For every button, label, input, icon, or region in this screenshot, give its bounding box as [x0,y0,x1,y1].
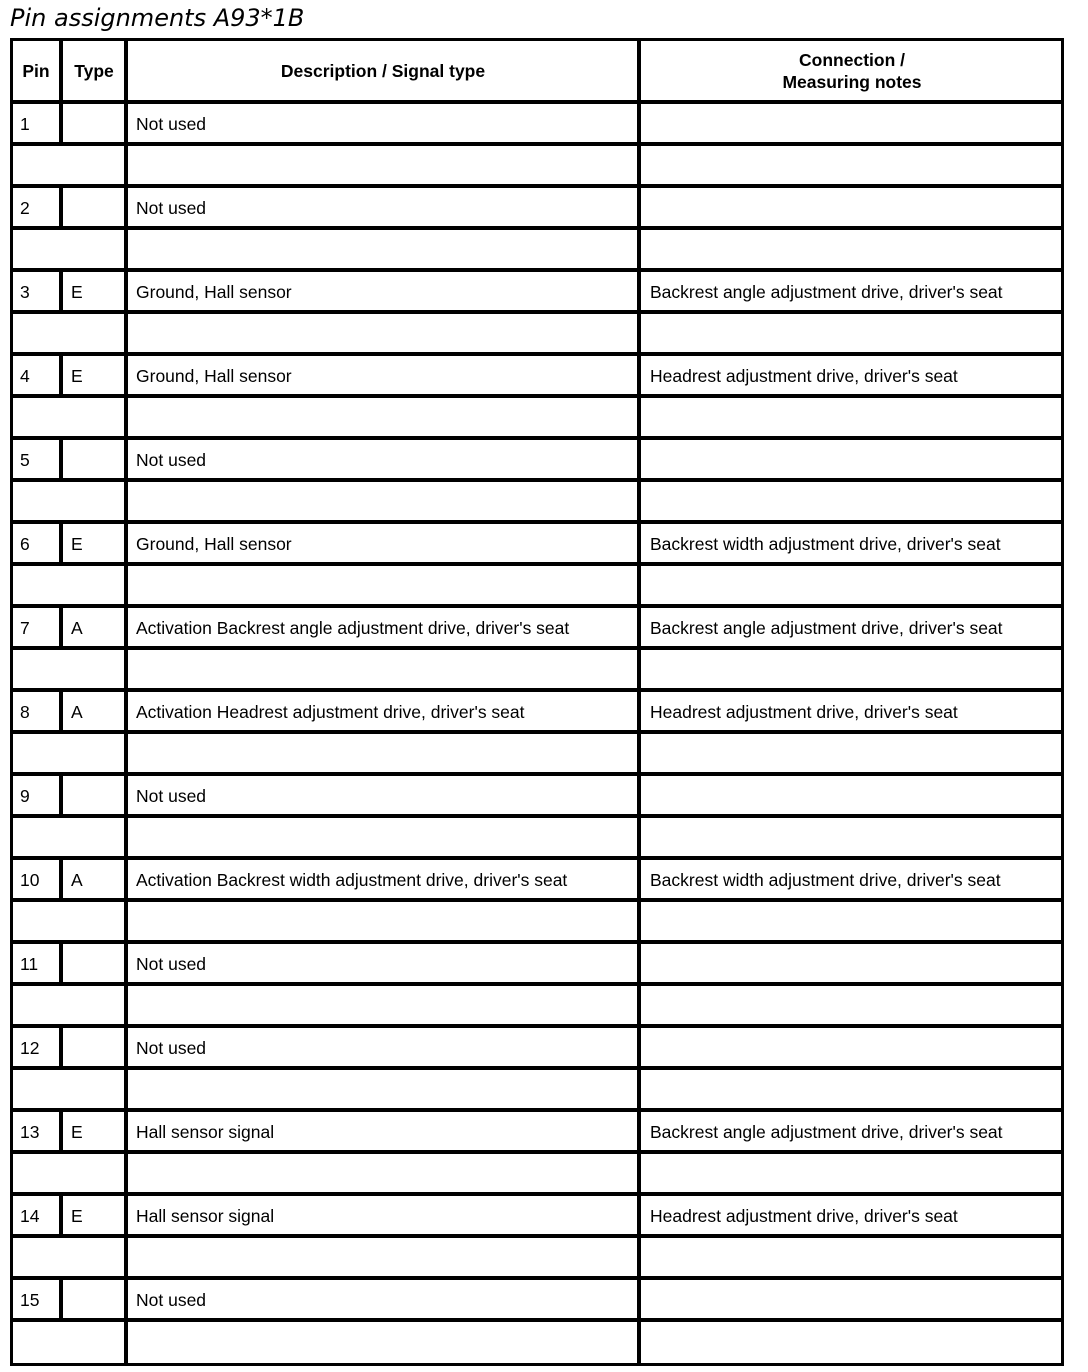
column-divider [637,902,641,944]
header-connection-line1: Connection / [799,50,905,70]
description-cell: Hall sensor signal [136,1122,275,1142]
column-divider [59,104,63,146]
row-divider [10,730,1064,734]
column-divider [59,524,63,566]
connection-cell: Headrest adjustment drive, driver's seat [650,702,958,722]
row-divider [10,352,1064,356]
column-divider [637,860,641,902]
row-divider [10,1066,1064,1070]
type-cell: A [71,618,83,638]
column-divider [637,1112,641,1154]
description-cell: Hall sensor signal [136,1206,275,1226]
description-cell: Ground, Hall sensor [136,282,292,302]
column-divider [637,1154,641,1196]
column-divider [637,398,641,440]
row-divider [10,1318,1064,1322]
column-divider [124,734,128,776]
header-pin: Pin [22,61,50,81]
column-divider [124,524,128,566]
header-column-divider [59,38,63,104]
column-divider [124,104,128,146]
pin-cell: 12 [20,1038,40,1058]
column-divider [59,608,63,650]
description-cell: Ground, Hall sensor [136,366,292,386]
column-divider [124,188,128,230]
column-divider [124,1280,128,1322]
column-divider [637,818,641,860]
column-divider [124,1070,128,1112]
header-column-divider [637,38,641,104]
header-column-divider [124,38,128,104]
column-divider [637,356,641,398]
column-divider [124,1154,128,1196]
column-divider [124,776,128,818]
description-cell: Activation Headrest adjustment drive, driver's seat [136,702,525,722]
row-divider [10,898,1064,902]
pin-cell: 5 [20,450,30,470]
connection-cell: Backrest width adjustment drive, driver's seat [650,870,1001,890]
row-divider [10,604,1064,608]
column-divider [59,860,63,902]
column-divider [124,608,128,650]
description-cell: Not used [136,114,207,134]
column-divider [637,692,641,734]
description-cell: Not used [136,450,207,470]
pin-cell: 10 [20,870,40,890]
column-divider [124,860,128,902]
column-divider [637,482,641,524]
column-divider [124,1028,128,1070]
description-cell: Activation Backrest angle adjustment drive, driver's seat [136,618,570,638]
column-divider [124,1322,128,1364]
column-divider [637,566,641,608]
column-divider [59,776,63,818]
column-divider [637,104,641,146]
pin-cell: 4 [20,366,30,386]
column-divider [124,902,128,944]
column-divider [637,1028,641,1070]
type-cell: E [71,366,83,386]
type-cell: E [71,1122,83,1142]
description-cell: Not used [136,954,207,974]
column-divider [124,818,128,860]
pin-cell: 11 [20,954,39,974]
description-cell: Not used [136,198,207,218]
row-divider [10,940,1064,944]
connection-cell: Backrest angle adjustment drive, driver's seat [650,1122,1003,1142]
connection-cell: Backrest width adjustment drive, driver's seat [650,534,1001,554]
pin-cell: 8 [20,702,30,722]
column-divider [637,524,641,566]
row-divider [10,1108,1064,1112]
pin-cell: 1 [20,114,30,134]
column-divider [59,356,63,398]
row-divider [10,478,1064,482]
column-divider [637,146,641,188]
column-divider [637,944,641,986]
column-divider [59,1028,63,1070]
type-cell: A [71,702,83,722]
pin-assignment-table [10,38,1064,1366]
column-divider [59,1112,63,1154]
column-divider [124,1196,128,1238]
pin-cell: 7 [20,618,30,638]
row-divider [10,856,1064,860]
column-divider [637,650,641,692]
row-divider [10,646,1064,650]
header-divider [10,100,1064,104]
column-divider [637,1238,641,1280]
column-divider [124,692,128,734]
column-divider [59,1196,63,1238]
column-divider [637,272,641,314]
column-divider [124,314,128,356]
row-divider [10,520,1064,524]
type-cell: E [71,282,83,302]
description-cell: Not used [136,1038,207,1058]
column-divider [637,734,641,776]
column-divider [124,1238,128,1280]
connection-cell: Backrest angle adjustment drive, driver's seat [650,618,1003,638]
column-divider [59,188,63,230]
row-divider [10,436,1064,440]
pin-cell: 14 [20,1206,40,1226]
row-divider [10,814,1064,818]
column-divider [637,314,641,356]
row-divider [10,268,1064,272]
description-cell: Not used [136,786,207,806]
connection-cell: Headrest adjustment drive, driver's seat [650,1206,958,1226]
type-cell: A [71,870,83,890]
connection-cell: Headrest adjustment drive, driver's seat [650,366,958,386]
pin-cell: 15 [20,1290,40,1310]
column-divider [637,1322,641,1364]
column-divider [637,1280,641,1322]
column-divider [124,986,128,1028]
row-divider [10,1192,1064,1196]
column-divider [59,1280,63,1322]
column-divider [637,608,641,650]
row-divider [10,688,1064,692]
pin-cell: 3 [20,282,30,302]
column-divider [637,440,641,482]
description-cell: Ground, Hall sensor [136,534,292,554]
column-divider [124,650,128,692]
column-divider [124,398,128,440]
row-divider [10,1234,1064,1238]
column-divider [637,986,641,1028]
column-divider [637,1196,641,1238]
type-cell: E [71,1206,83,1226]
column-divider [124,440,128,482]
type-cell: E [71,534,83,554]
pin-cell: 13 [20,1122,40,1142]
row-divider [10,982,1064,986]
column-divider [124,1112,128,1154]
row-divider [10,562,1064,566]
description-cell: Not used [136,1290,207,1310]
header-description: Description / Signal type [280,61,486,81]
column-divider [124,482,128,524]
row-divider [10,142,1064,146]
column-divider [637,188,641,230]
connection-cell: Backrest angle adjustment drive, driver's seat [650,282,1003,302]
column-divider [124,944,128,986]
column-divider [59,692,63,734]
header-connection [642,49,1062,93]
column-divider [124,566,128,608]
row-divider [10,226,1064,230]
pin-cell: 9 [20,786,30,806]
column-divider [59,944,63,986]
column-divider [637,230,641,272]
pin-cell: 2 [20,198,30,218]
row-divider [10,772,1064,776]
header-connection-line2: Measuring notes [782,72,922,92]
column-divider [59,272,63,314]
column-divider [637,776,641,818]
row-divider [10,310,1064,314]
row-divider [10,184,1064,188]
pin-cell: 6 [20,534,30,554]
header-type: Type [74,61,114,81]
row-divider [10,1024,1064,1028]
page-title: Pin assignments A93*1B [10,4,305,32]
row-divider [10,1150,1064,1154]
column-divider [124,230,128,272]
column-divider [59,440,63,482]
column-divider [124,272,128,314]
row-divider [10,394,1064,398]
column-divider [637,1070,641,1112]
column-divider [124,356,128,398]
column-divider [124,146,128,188]
description-cell: Activation Backrest width adjustment drive, driver's seat [136,870,568,890]
row-divider [10,1276,1064,1280]
